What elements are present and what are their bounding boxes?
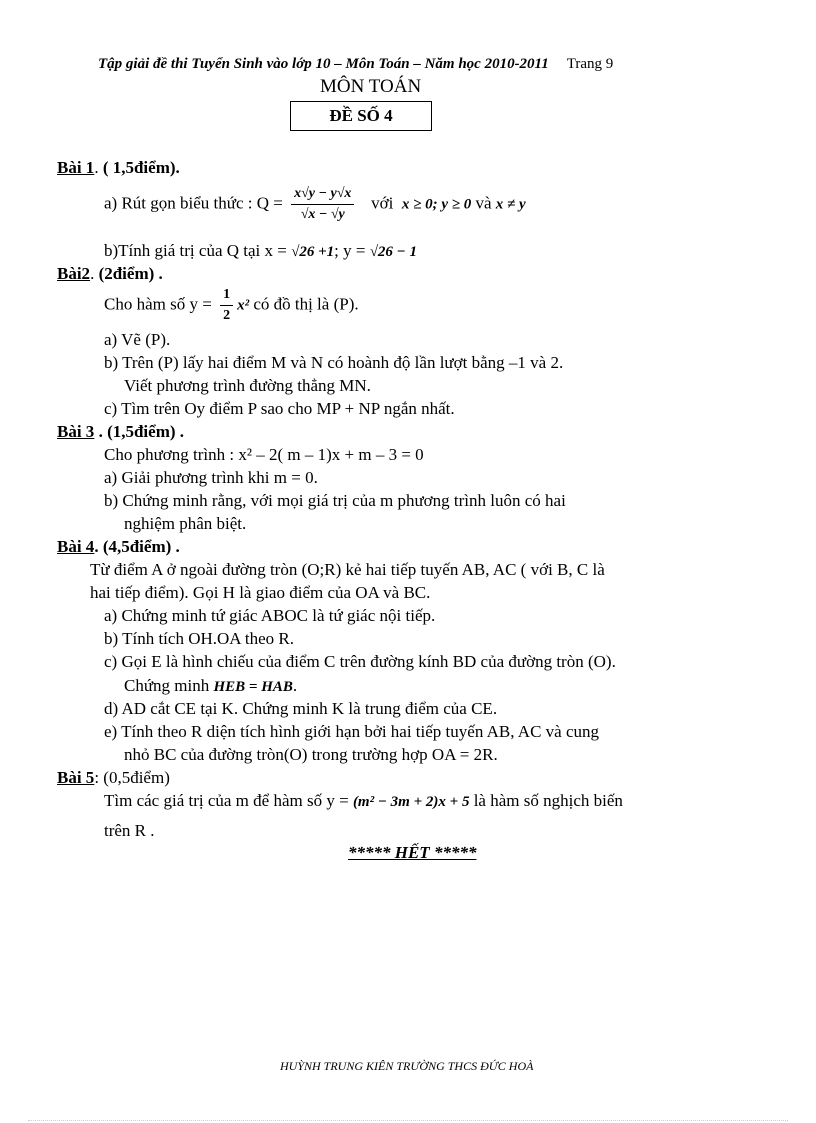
angle-equation: HEB = HAB xyxy=(213,679,293,695)
page-footer: HUỲNH TRUNG KIÊN TRƯỜNG THCS ĐỨC HOÀ xyxy=(280,1059,534,1073)
cond-xy: x ≠ y xyxy=(495,196,526,213)
bai4-e1: e) Tính theo R diện tích hình giới hạn bởi hai tiếp tuyến AB, AC và cung xyxy=(104,722,600,741)
bai2-points: (2điểm) . xyxy=(98,264,163,283)
bai2-intro-suffix: có đồ thị là (P). xyxy=(253,294,359,314)
bai2-title: Bài2 xyxy=(57,264,91,283)
bai3-heading xyxy=(57,422,184,442)
cond-y: ; y ≥ 0 xyxy=(432,196,472,213)
half-numerator: 1 xyxy=(220,287,233,306)
q-fraction xyxy=(291,186,354,223)
exam-number-box: ĐỀ SỐ 4 xyxy=(290,101,432,131)
page-number: Trang 9 xyxy=(566,56,614,72)
bai4-c2 xyxy=(124,676,297,696)
bai4-d: d) AD cắt CE tại K. Chứng minh K là trung điểm của CE. xyxy=(104,699,498,718)
bai4-c1: c) Gọi E là hình chiếu của điểm C trên đường kính BD của đường tròn (O). xyxy=(104,652,616,671)
bai5-line2: trên R . xyxy=(104,821,155,840)
x-value: √26 +1 xyxy=(291,244,335,260)
bai1-title: Bài 1 xyxy=(57,158,95,177)
bai3-b2: nghiệm phân biệt. xyxy=(124,514,247,533)
bai3-points: . (1,5điểm) . xyxy=(98,422,185,441)
bai5-points: : (0,5điểm) xyxy=(94,768,170,787)
header-title: Tập giải đề thi Tuyển Sinh vào lớp 10 – Môn Toán – Năm học 2010-2011 xyxy=(98,56,549,72)
subject-title: MÔN TOÁN xyxy=(320,76,422,97)
bai3-title: Bài 3 xyxy=(57,422,95,441)
bai4-title: Bài 4 xyxy=(57,537,95,556)
end-mark: ***** HẾT ***** xyxy=(348,843,477,862)
bai5-line1-suffix: là hàm số nghịch biến xyxy=(473,791,623,810)
bai4-heading xyxy=(57,537,180,557)
bai1-a-and: và xyxy=(475,193,492,213)
bai2-b1: b) Trên (P) lấy hai điểm M và N có hoành độ lần lượt bằng –1 và 2. xyxy=(104,353,564,372)
bai1-b-mid: ; y = xyxy=(334,241,366,260)
bai1-a-text: a) Rút gọn biểu thức : Q = xyxy=(104,193,283,213)
bai4-e2: nhỏ BC của đường tròn(O) trong trường hợp OA = 2R. xyxy=(124,745,498,764)
bai5-title: Bài 5 xyxy=(57,768,95,787)
bai2-c: c) Tìm trên Oy điểm P sao cho MP + NP ngắn nhất. xyxy=(104,399,455,418)
bai4-points: . (4,5điểm) . xyxy=(94,537,180,556)
bai4-c2-text: Chứng minh xyxy=(124,676,210,695)
bai2-intro xyxy=(104,287,359,324)
bottom-divider xyxy=(28,1120,788,1121)
cond-x: x ≥ 0 xyxy=(401,196,433,213)
bai3-b1: b) Chứng minh rằng, với mọi giá trị của m phương trình luôn có hai xyxy=(104,491,566,510)
bai2-a: a) Vẽ (P). xyxy=(104,330,171,349)
page-header xyxy=(98,56,613,73)
bai1-points: ( 1,5điểm). xyxy=(102,158,180,177)
bai1-part-b xyxy=(104,241,417,261)
bai4-intro1: Từ điểm A ở ngoài đường tròn (O;R) kẻ hai tiếp tuyến AB, AC ( với B, C là xyxy=(90,560,605,579)
bai2-intro-text: Cho hàm số y = xyxy=(104,294,212,314)
bai5-line1-text: Tìm các giá trị của m để hàm số y = xyxy=(104,791,349,810)
bai2-heading: Bài2. (2điểm) . xyxy=(57,264,163,283)
q-numerator: x√y − y√x xyxy=(291,186,354,205)
half-denominator: 2 xyxy=(223,308,231,323)
bai4-intro2: hai tiếp điểm). Gọi H là giao điểm của OA và BC. xyxy=(90,583,431,602)
bai5-line1 xyxy=(104,791,623,811)
bai3-a: a) Giải phương trình khi m = 0. xyxy=(104,468,318,487)
bai1-a-with: với xyxy=(371,193,394,213)
bai1-b-text: b)Tính giá trị của Q tại x = xyxy=(104,241,287,260)
bai5-heading xyxy=(57,768,170,788)
bai2-b2: Viết phương trình đường thẳng MN. xyxy=(124,376,371,395)
q-denominator: √x − √y xyxy=(300,207,345,222)
bai1-heading: Bài 1. ( 1,5điểm). xyxy=(57,158,180,177)
bai3-intro: Cho phương trình : x² – 2( m – 1)x + m – 3 = 0 xyxy=(104,445,424,464)
bai4-c2-period: . xyxy=(292,676,298,695)
x-squared: x² xyxy=(237,297,250,314)
half-fraction xyxy=(220,287,233,324)
linear-function: (m² − 3m + 2)x + 5 xyxy=(352,794,470,810)
bai4-b: b) Tính tích OH.OA theo R. xyxy=(104,629,294,648)
bai4-a: a) Chứng minh tứ giác ABOC là tứ giác nội tiếp. xyxy=(104,606,436,625)
bai1-part-a xyxy=(104,186,526,223)
y-value: √26 − 1 xyxy=(369,244,418,260)
